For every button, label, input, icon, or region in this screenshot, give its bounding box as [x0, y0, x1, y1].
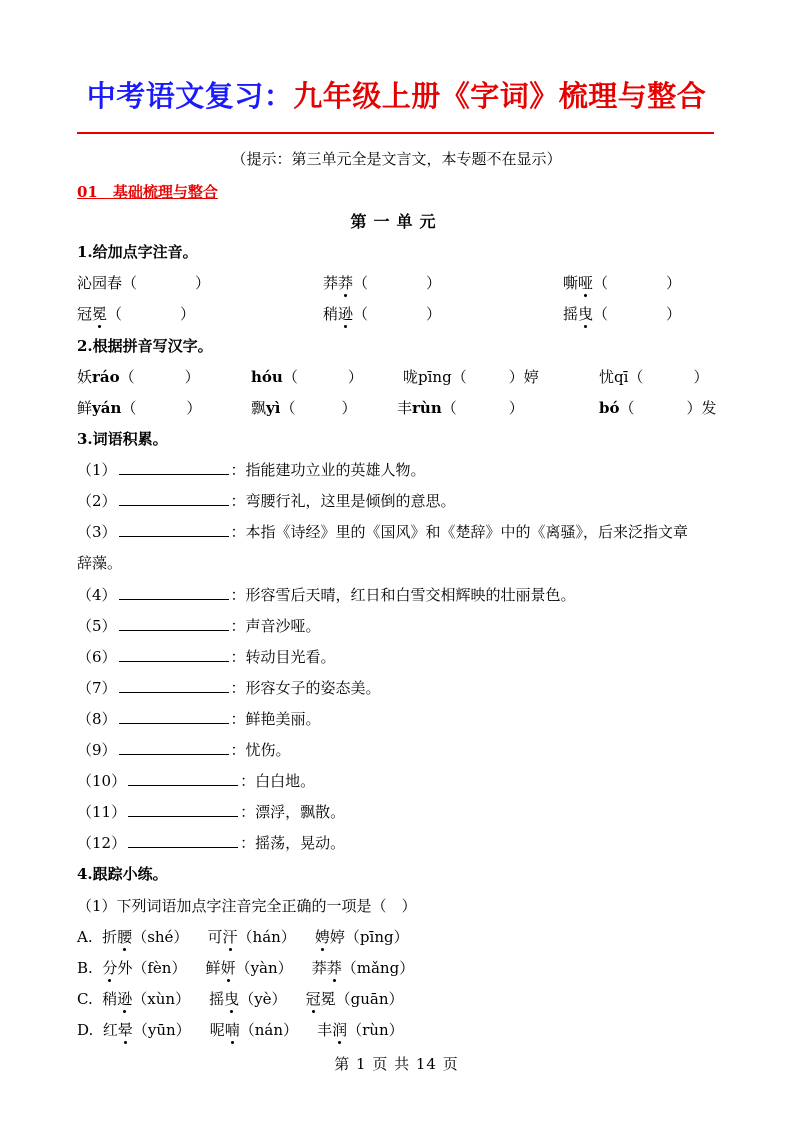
q3-num: （1）: [77, 461, 117, 479]
option-pinyin: （guān）: [335, 990, 404, 1008]
q1-close: ）: [180, 305, 196, 323]
option-dotted-char: 妍: [220, 959, 236, 977]
q3-item: [77, 801, 345, 823]
q2-item-yan: [77, 397, 201, 419]
title-part-1: 中考语文复习：: [86, 79, 294, 113]
section-heading: 01 基础梳理与整合: [77, 183, 218, 201]
answer-blank[interactable]: [119, 647, 229, 662]
q3-num: （4）: [77, 586, 117, 604]
q2-char: 妖: [77, 368, 93, 386]
q2-open: （: [628, 368, 644, 386]
option-dotted-char: 晕: [117, 1021, 133, 1039]
q2-open: （: [121, 399, 137, 417]
option-char: 摇: [209, 990, 225, 1008]
q3-heading: 3.词语积累。: [77, 430, 168, 448]
q1-open: （: [593, 305, 609, 323]
q1-char: 嘶: [563, 274, 579, 292]
q2-item-bo: [599, 397, 717, 419]
option-char: 婷: [329, 928, 345, 946]
option-dotted-char: 莽: [326, 959, 342, 977]
option-dotted-char: 汗: [222, 928, 238, 946]
q1-char: 冠: [77, 305, 93, 323]
option-dotted-char: 喃: [224, 1021, 240, 1039]
q2-pinyin: rùn: [412, 399, 442, 417]
q3-definition: ：白白地。: [240, 772, 316, 790]
option-char: 呢: [209, 1021, 225, 1039]
q2-char: 飘: [251, 399, 267, 417]
q2-char: 发: [701, 399, 717, 417]
q2-pinyin: ráo: [92, 368, 120, 386]
q1-open: （: [107, 305, 123, 323]
q3-definition: ：形容女子的姿态美。: [230, 679, 381, 697]
title-part-2: 九年级上册《字词》梳理与整合: [293, 79, 707, 113]
title-divider: [77, 132, 714, 134]
q2-open: （: [280, 399, 296, 417]
q3-item: [77, 490, 456, 512]
q3-item: [77, 521, 688, 543]
option-pinyin: （yè）: [239, 990, 287, 1008]
q3-definition: ：弯腰行礼，这里是倾倒的意思。: [230, 492, 456, 510]
option-pinyin: （shé）: [132, 928, 189, 946]
q3-item: [77, 615, 321, 637]
option-pinyin: （hán）: [237, 928, 296, 946]
q4-question: （1）下列词语加点字注音完全正确的一项是（ ）: [77, 897, 417, 915]
q1-open: （: [353, 305, 369, 323]
q3-item: [77, 459, 426, 481]
option-pinyin: （rùn）: [347, 1021, 404, 1039]
q3-item: [77, 677, 381, 699]
q2-char: 婷: [523, 368, 539, 386]
option-pinyin: （nán）: [239, 1021, 299, 1039]
q3-item: [77, 646, 336, 668]
unit-heading: 第一单元: [350, 212, 443, 231]
q2-pinyin: bó: [599, 399, 620, 417]
q3-num: （11）: [77, 803, 127, 821]
option-pinyin: （yàn）: [235, 959, 293, 977]
q2-close: ）: [347, 368, 363, 386]
q2-char: 丰: [397, 399, 413, 417]
q1-close: ）: [426, 305, 442, 323]
q4-option-d[interactable]: [77, 1019, 404, 1041]
option-dotted-char: 曳: [224, 990, 240, 1008]
option-pinyin: （fèn）: [132, 959, 187, 977]
q3-definition: ：鲜艳美丽。: [230, 710, 321, 728]
q3-definition: ：本指《诗经》里的《国风》和《楚辞》中的《离骚》，后来泛指文章: [230, 523, 689, 541]
q3-definition: ：指能建功立业的英雄人物。: [230, 461, 426, 479]
q3-definition: ：声音沙哑。: [230, 617, 321, 635]
q1-char: 稍: [323, 305, 339, 323]
answer-blank[interactable]: [119, 491, 229, 506]
q2-heading: 2.根据拼音写汉字。: [77, 337, 213, 355]
q4-option-b[interactable]: [77, 957, 414, 979]
q2-open: （: [119, 368, 135, 386]
option-char: 红: [102, 1021, 118, 1039]
q2-item-yi: [251, 397, 356, 419]
q3-num: （12）: [77, 834, 127, 852]
q1-close: ）: [666, 274, 682, 292]
q2-pinyin: yán: [92, 399, 122, 417]
q1-char: 摇: [563, 305, 579, 323]
option-pinyin: （pīng）: [344, 928, 409, 946]
q3-definition: ：摇荡，晃动。: [240, 834, 346, 852]
q1-close: ）: [666, 305, 682, 323]
option-label: B.: [77, 959, 93, 977]
q3-num: （8）: [77, 710, 117, 728]
option-pinyin: （xùn）: [132, 990, 191, 1008]
q2-pinyin: pīng: [418, 368, 452, 386]
q3-item: [77, 770, 315, 792]
q1-open: （: [353, 274, 369, 292]
q1-char: 莽: [323, 274, 339, 292]
q1-word: 沁园春（: [77, 274, 138, 292]
q1-dotted-char: 曳: [578, 305, 594, 323]
q1-close: ）: [426, 274, 442, 292]
option-label: C.: [77, 990, 93, 1008]
q3-definition: ：转动目光看。: [230, 648, 336, 666]
option-dotted-char: 腰: [117, 928, 133, 946]
option-char: 鲜: [205, 959, 221, 977]
answer-blank[interactable]: [119, 585, 229, 600]
q1-dotted-char: 冕: [92, 305, 108, 323]
q3-definition: ：漂浮，飘散。: [240, 803, 346, 821]
answer-blank[interactable]: [119, 740, 229, 755]
option-dotted-char: 润: [332, 1021, 348, 1039]
option-char: 稍: [102, 990, 118, 1008]
option-dotted-char: 冠: [305, 990, 321, 1008]
q3-definition: ：形容雪后天晴，红日和白雪交相辉映的壮丽景色。: [230, 586, 576, 604]
q1-dotted-char: 莽: [338, 274, 354, 292]
q1-open: （: [593, 274, 609, 292]
q2-open: （: [451, 368, 467, 386]
q3-num: （10）: [77, 772, 127, 790]
q2-open: （: [441, 399, 457, 417]
q2-pinyin: hóu: [251, 368, 283, 386]
q2-char: 忧: [599, 368, 615, 386]
q3-item: [77, 832, 345, 854]
document-title: [0, 76, 793, 116]
q2-close: ）: [341, 399, 357, 417]
q3-item-continuation: 辞藻。: [77, 554, 123, 572]
q2-item-rao: [77, 366, 200, 388]
q2-open: （: [619, 399, 635, 417]
option-char: 丰: [317, 1021, 333, 1039]
q2-close: ）: [184, 368, 200, 386]
option-char: 外: [117, 959, 133, 977]
q1-heading: 1.给加点字注音。: [77, 243, 198, 261]
option-char: 折: [102, 928, 118, 946]
q4-heading: 4.跟踪小练。: [77, 865, 168, 883]
q3-num: （5）: [77, 617, 117, 635]
option-char: 可: [207, 928, 223, 946]
q1-dotted-char: 逊: [338, 305, 354, 323]
option-char: 莽: [311, 959, 327, 977]
answer-blank[interactable]: [128, 833, 238, 848]
q3-item: [77, 739, 291, 761]
q1-close: ）: [195, 274, 211, 292]
option-dotted-char: 分: [102, 959, 118, 977]
q3-item: [77, 584, 576, 606]
page-footer: 第 1 页 共 14 页: [334, 1055, 459, 1073]
option-dotted-char: 娉: [314, 928, 330, 946]
q2-close: ）: [693, 368, 709, 386]
q3-definition: ：忧伤。: [230, 741, 291, 759]
q1-item-qinyuanchun: [77, 272, 210, 294]
q3-item: [77, 708, 321, 730]
q3-num: （6）: [77, 648, 117, 666]
q2-char: 鲜: [77, 399, 93, 417]
answer-blank[interactable]: [119, 678, 229, 693]
answer-blank[interactable]: [119, 460, 229, 475]
answer-blank[interactable]: [119, 616, 229, 631]
q2-pinyin: yì: [266, 399, 281, 417]
option-pinyin: （yūn）: [132, 1021, 191, 1039]
option-label: D.: [77, 1021, 94, 1039]
q3-num: （2）: [77, 492, 117, 510]
q2-item-run: [397, 397, 524, 419]
q1-item-shaoxun: [323, 303, 441, 325]
option-pinyin: （mǎng）: [341, 959, 415, 977]
q1-item-siya: [563, 272, 681, 294]
q3-num: （9）: [77, 741, 117, 759]
option-label: A.: [77, 928, 93, 946]
q2-open: （: [282, 368, 298, 386]
q2-close: ）: [508, 368, 524, 386]
q2-item-hou: [251, 366, 363, 388]
q2-close: ）: [508, 399, 524, 417]
q1-dotted-char: 哑: [578, 274, 594, 292]
answer-blank[interactable]: [128, 771, 238, 786]
q1-item-yaoye: [563, 303, 681, 325]
q2-item-qi: [599, 366, 708, 388]
q2-close: ）: [686, 399, 702, 417]
q3-num: （7）: [77, 679, 117, 697]
hint-text: （提示：第三单元全是文言文，本专题不在显示）: [231, 150, 562, 168]
q2-pinyin: qī: [614, 368, 629, 386]
option-char: 冕: [320, 990, 336, 1008]
q2-close: ）: [186, 399, 202, 417]
answer-blank[interactable]: [119, 522, 229, 537]
q4-option-c[interactable]: [77, 988, 404, 1010]
q1-item-mangmang: [323, 272, 441, 294]
q3-num: （3）: [77, 523, 117, 541]
q1-item-guanmian: [77, 303, 195, 325]
q4-option-a[interactable]: [77, 926, 409, 948]
answer-blank[interactable]: [119, 709, 229, 724]
q2-item-ping: [403, 366, 539, 388]
option-dotted-char: 逊: [117, 990, 133, 1008]
q2-char: 咙: [403, 368, 419, 386]
answer-blank[interactable]: [128, 802, 238, 817]
